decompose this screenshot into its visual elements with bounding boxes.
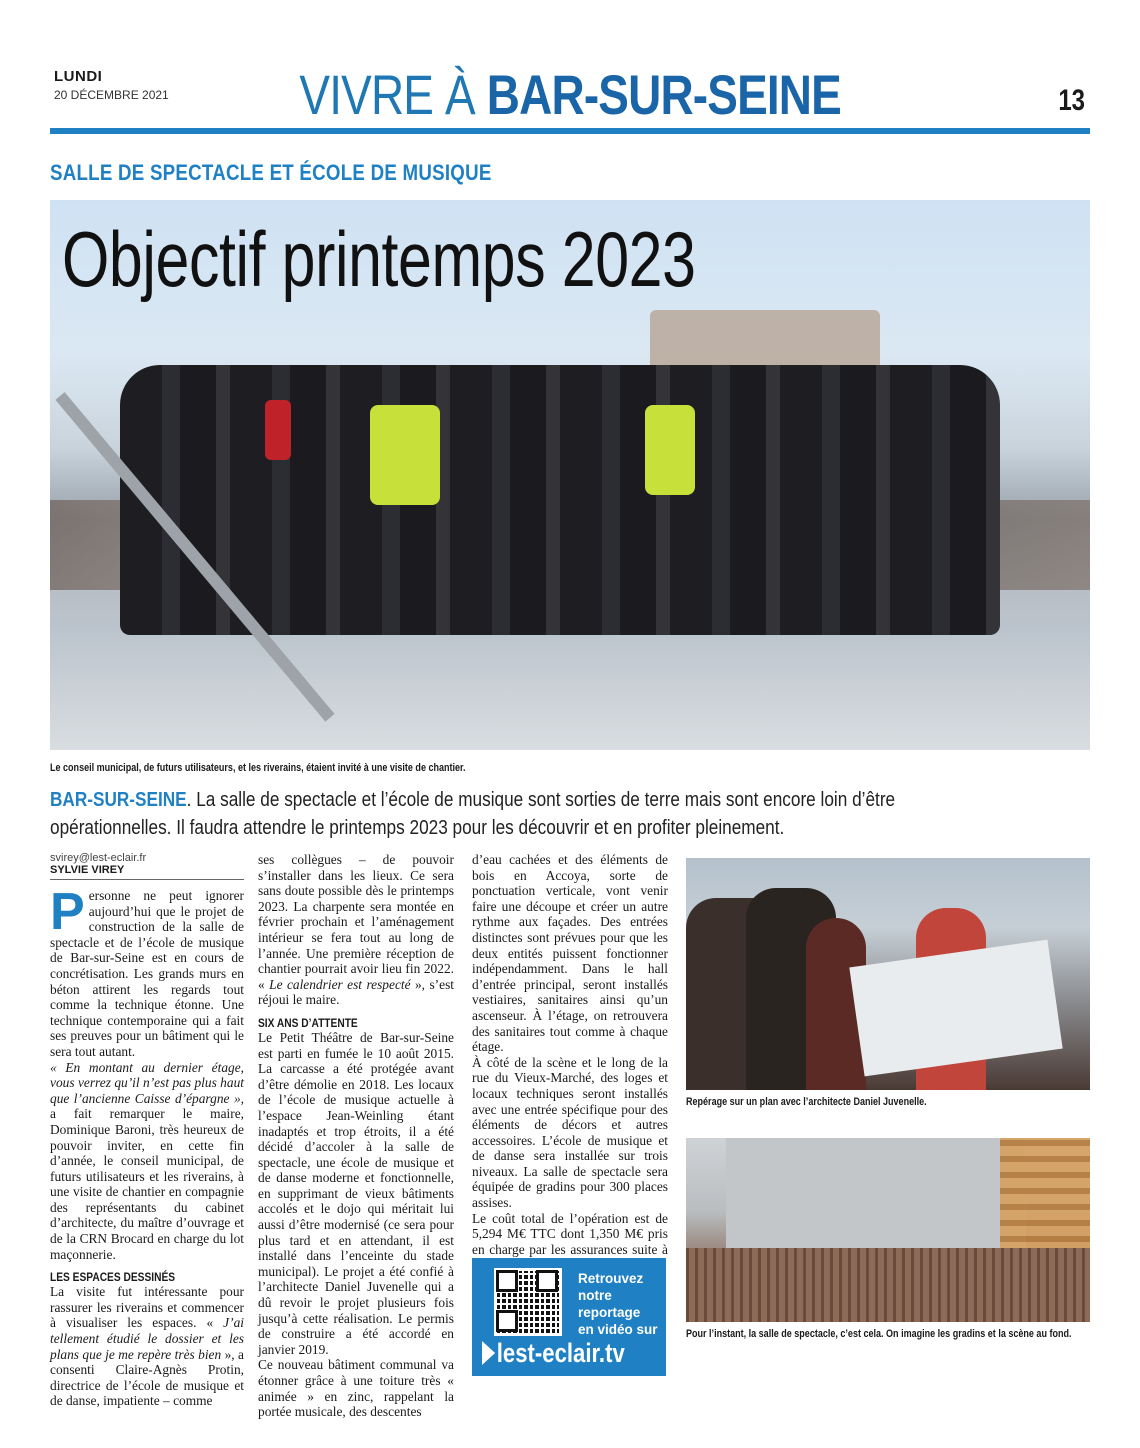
subheading: LES ESPACES DESSINÉS [50, 1270, 176, 1285]
paragraph [50, 1284, 244, 1409]
byline-name: SYLVIE VIREY [50, 864, 125, 876]
photo-construction-site [686, 1138, 1090, 1322]
paragraph [258, 852, 454, 1008]
paragraph [50, 883, 244, 1060]
qr-finder [496, 1310, 518, 1332]
lead-text: . La salle de spectacle et l’école de musique sont sorties de terre mais sont encore loin d’être opérationnelles. Il faudra attendre le printemps 2023 pour les découvrir et en profiter pleinement. [50, 789, 896, 839]
photo-caption: Pour l’instant, la salle de spectacle, c’est cela. On imagine les gradins et la scène au fond. [686, 1328, 1072, 1340]
section-title [299, 60, 840, 130]
qr-finder [536, 1270, 558, 1292]
photo-concrete-wall [726, 1138, 1026, 1248]
promo-brand-text: lest-eclair.tv [496, 1338, 625, 1368]
photo-architect-plan [686, 858, 1090, 1090]
video-promo-box[interactable] [472, 1258, 666, 1376]
section-title-bold: BAR-SUR-SEINE [486, 63, 841, 126]
byline-divider [50, 879, 244, 880]
promo-line: Retrouvez [578, 1271, 644, 1286]
subheading: SIX ANS D’ATTENTE [258, 1015, 358, 1030]
lead-place: BAR-SUR-SEINE [50, 789, 187, 811]
photo-group-of-people [120, 365, 1000, 635]
section-title-light: VIVRE À [299, 63, 487, 126]
photo-caption: Repérage sur un plan avec l’architecte Daniel Juvenelle. [686, 1096, 927, 1108]
play-arrow-icon [482, 1341, 495, 1365]
issue-date: 20 DÉCEMBRE 2021 [54, 88, 169, 102]
paragraph-text: Le coût total de l’opération est de 5,294 M€ TTC dont 1,350 M€ pris en charge par les assurances suite à [472, 1210, 668, 1257]
page-number: 13 [1057, 84, 1085, 117]
article-lead [50, 786, 944, 842]
quote: J’ai tellement étudié le dossier et les plans que je me repère très bien [50, 1315, 244, 1362]
article-column-2 [258, 852, 454, 1420]
paragraph: À côté de la scène et le long de la rue du Vieux-Marché, des loges et locaux techniques seront installés avec une entrée spécifique pour des éléments de décors et autres accessoires. L’école de musique et de danse sera installée sur trois niveaux. La salle de spectacle sera équipée de gradins pour 300 places assises. [472, 1054, 668, 1211]
paragraph-text: , a fait remarquer le maire, Dominique Baroni, très heureux de pouvoir inviter, en cette fin d’année, le conseil municipal, de futurs utilisateurs et les riverains, à une visite de chantier en compagnie des représentants du cabinet d’architecte, du maître d’ouvrage et de la CRN Brocard en charge du lot maçonnerie. [50, 1090, 244, 1262]
main-photo-caption: Le conseil municipal, de futurs utilisateurs, et les riverains, étaient invité à une visite de chantier. [50, 762, 466, 774]
photo-safety-vest [370, 405, 440, 505]
paragraph: d’eau cachées et des éléments de bois en Accoya, sorte de ponctuation verticale, vont venir faire une découpe et créer un autre rythme aux façades. Des entrées distinctes sont prévues pour que les deux entités puissent fonctionner indépendamment. Dans le hall d’entrée principal, seront installés vestiaires, sanitaires ainsi qu’un ascenseur. À l’étage, on retrouvera des sanitaires tout comme à chaque étage. [472, 852, 668, 1055]
photo-safety-vest [645, 405, 695, 495]
article-kicker: SALLE DE SPECTACLE ET ÉCOLE DE MUSIQUE [50, 160, 492, 185]
paragraph-text: ersonne ne peut ignorer aujourd’hui que le projet de construction de la salle de spectacle et de l’école de musique de Bar-sur-Seine est en cours de concrétisation. Les grands murs en béton attirent les regards tout comme la technique étonne. Une technique contemporaine qui a fait ses preuves pour un bâtiment qui le sera tout autant. [50, 888, 244, 1059]
promo-brand-link[interactable] [482, 1336, 625, 1370]
headline: Objectif printemps 2023 [62, 215, 696, 303]
article-column-3 [472, 852, 668, 1273]
paragraph: Le Petit Théâtre de Bar-sur-Seine est parti en fumée le 10 août 2015. La carcasse a été protégée avant d’être démolie en 2018. Les locaux de l’école de musique actuelle à l’espace Jean-Weinling étant inadaptés et trop étroits, il a été décidé d’accoler à la salle de spectacle, une école de musique et de danse moderne et fonctionnelle, en supprimant de vieux bâtiments accolés et le dojo qui méritait lui aussi d’être modernisé (ce sera pour plus tard et en attendant, il est installé dans l’enceinte du stade municipal). Le projet a été confié à l’architecte Daniel Juvenelle qui a dû revoir le projet plusieurs fois jusqu’à cette réalisation. Le permis de construire a été accordé en janvier 2019. [258, 1029, 454, 1357]
article-column-1 [50, 852, 244, 1409]
photo-plan-sheet [849, 940, 1062, 1077]
photo-concrete-floor [50, 620, 1090, 750]
promo-line: reportage [578, 1305, 641, 1320]
photo-rebar-floor [686, 1248, 1090, 1322]
promo-line: notre [578, 1288, 612, 1303]
paragraph-text: ses collègues – de pouvoir s’installer dans les lieux. Ce sera sans doute possible dès le printemps 2023. La charpente sera montée en février prochain et l’aménagement intérieur se fera tout au long de l’année. Une première réception de chantier pourrait avoir lieu fin 2022. « [258, 852, 454, 992]
qr-finder [496, 1270, 518, 1292]
photo-red-scarf [265, 400, 291, 460]
quote: « En montant au dernier étage, vous verrez qu’il n’est pas plus haut que l’ancienne Caisse d’épargne » [50, 1059, 244, 1106]
paragraph-text: », s’est réjoui le maire. [258, 976, 454, 1008]
quote: Le calendrier est respecté [269, 976, 411, 992]
drop-cap: P [50, 883, 85, 941]
promo-text [578, 1270, 658, 1338]
qr-code-icon[interactable] [494, 1268, 562, 1336]
paragraph-text: », a consenti Claire-Agnès Protin, directrice de l’école de musique et de danse, impatiente – comme [50, 1346, 244, 1409]
header-rule [50, 128, 1090, 134]
byline-email[interactable]: svirey@lest-eclair.fr [50, 852, 147, 864]
paragraph-text: La visite fut intéressante pour rassurer les riverains et commencer à visualiser les espaces. « [50, 1284, 244, 1331]
issue-day: LUNDI [54, 68, 103, 85]
promo-line: en vidéo sur [578, 1322, 658, 1337]
paragraph [50, 1060, 244, 1263]
paragraph: Ce nouveau bâtiment communal va étonner grâce à une toiture très « animée » en zinc, rappelant la portée musicale, des descentes [258, 1357, 454, 1420]
